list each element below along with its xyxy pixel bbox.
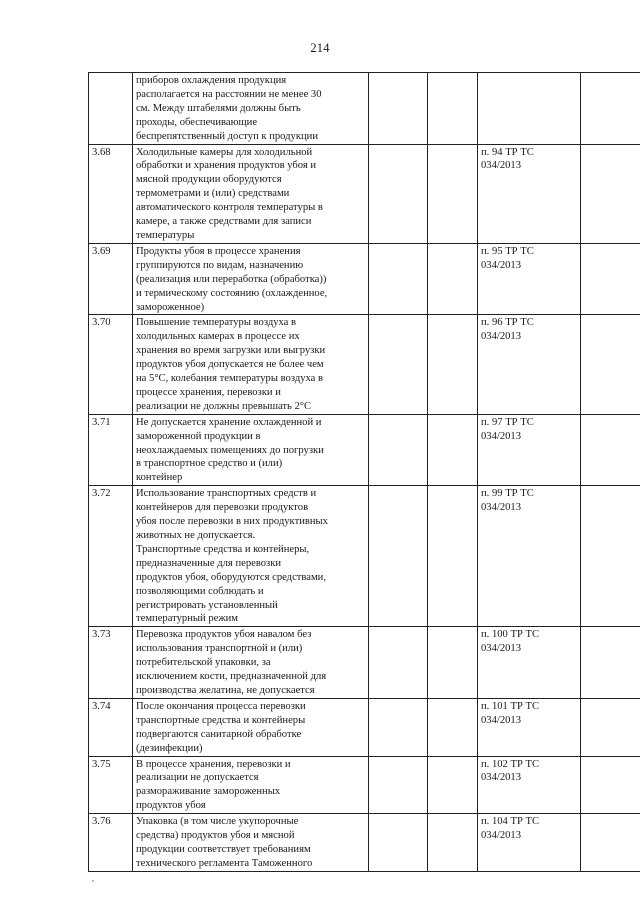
compliance-cell: [428, 756, 478, 814]
note-cell: [581, 73, 640, 145]
compliance-cell: [428, 627, 478, 699]
applicable-cell: [369, 814, 428, 872]
requirement-cell: приборов охлаждения продукция располагается на расстоянии не менее 30 см. Между штабелями должны быть проходы, обеспечивающие беспрепятственный доступ к продукции: [133, 73, 369, 145]
requirement-cell: Продукты убоя в процессе хранения группируются по видам, назначению (реализация или переработка (обработка)) и термическому состоянию (охлажденное, замороженное): [133, 243, 369, 315]
requirement-cell: Повышение температуры воздуха в холодильных камерах в процессе их хранения во время загрузки или выгрузки продуктов убоя допускается не более чем на 5°С, колебания температуры воздуха в процессе хранения, перевозки и реализации не должны превышать 2°С: [133, 315, 369, 414]
reference-cell: п. 95 ТР ТС 034/2013: [478, 243, 581, 315]
table-row: [89, 414, 640, 486]
note-cell: [581, 698, 640, 756]
note-cell: [581, 486, 640, 627]
applicable-cell: [369, 414, 428, 486]
row-number-cell: 3.68: [89, 144, 133, 243]
applicable-cell: [369, 756, 428, 814]
page-number: 214: [310, 41, 330, 55]
note-cell: [581, 814, 640, 872]
applicable-cell: [369, 698, 428, 756]
reference-cell: п. 104 ТР ТС 034/2013: [478, 814, 581, 872]
compliance-cell: [428, 414, 478, 486]
table-row: [89, 627, 640, 699]
requirement-cell: Не допускается хранение охлажденной и замороженной продукции в неохлаждаемых помещениях до погрузки в транспортное средство и (или) контейнер: [133, 414, 369, 486]
reference-cell: п. 101 ТР ТС 034/2013: [478, 698, 581, 756]
note-cell: [581, 414, 640, 486]
row-number-cell: 3.73: [89, 627, 133, 699]
compliance-cell: [428, 73, 478, 145]
table-row: [89, 315, 640, 414]
note-cell: [581, 756, 640, 814]
requirement-cell: Холодильные камеры для холодильной обработки и хранения продуктов убоя и мясной продукции оборудуются термометрами и (или) средствами автоматического контроля температуры в камере, а также средствами для записи температуры: [133, 144, 369, 243]
applicable-cell: [369, 144, 428, 243]
applicable-cell: [369, 73, 428, 145]
requirement-cell: Упаковка (в том числе укупорочные средства) продуктов убоя и мясной продукции соответствует требованиям технического регламента Таможенного: [133, 814, 369, 872]
requirement-cell: В процессе хранения, перевозки и реализации не допускается размораживание замороженных продуктов убоя: [133, 756, 369, 814]
reference-cell: п. 96 ТР ТС 034/2013: [478, 315, 581, 414]
requirements-table: [88, 72, 640, 872]
requirement-cell: После окончания процесса перевозки транспортные средства и контейнеры подвергаются санитарной обработке (дезинфекции): [133, 698, 369, 756]
compliance-cell: [428, 144, 478, 243]
note-cell: [581, 315, 640, 414]
table-row: [89, 814, 640, 872]
row-number-cell: 3.74: [89, 698, 133, 756]
table-row: [89, 73, 640, 145]
table-row: [89, 698, 640, 756]
note-cell: [581, 627, 640, 699]
table-row: [89, 243, 640, 315]
table-row: [89, 486, 640, 627]
table-row: [89, 144, 640, 243]
compliance-cell: [428, 315, 478, 414]
scan-speck: [92, 880, 94, 882]
compliance-cell: [428, 486, 478, 627]
row-number-cell: [89, 73, 133, 145]
row-number-cell: 3.70: [89, 315, 133, 414]
row-number-cell: 3.69: [89, 243, 133, 315]
reference-cell: п. 97 ТР ТС 034/2013: [478, 414, 581, 486]
reference-cell: п. 102 ТР ТС 034/2013: [478, 756, 581, 814]
requirement-cell: Перевозка продуктов убоя навалом без использования транспортной и (или) потребительской упаковки, за исключением кости, предназначенной для производства желатина, не допускается: [133, 627, 369, 699]
applicable-cell: [369, 243, 428, 315]
requirements-table-body: [89, 73, 640, 872]
note-cell: [581, 144, 640, 243]
row-number-cell: 3.76: [89, 814, 133, 872]
row-number-cell: 3.75: [89, 756, 133, 814]
applicable-cell: [369, 486, 428, 627]
note-cell: [581, 243, 640, 315]
compliance-cell: [428, 243, 478, 315]
applicable-cell: [369, 627, 428, 699]
row-number-cell: 3.72: [89, 486, 133, 627]
reference-cell: п. 100 ТР ТС 034/2013: [478, 627, 581, 699]
reference-cell: [478, 73, 581, 145]
compliance-cell: [428, 698, 478, 756]
reference-cell: п. 94 ТР ТС 034/2013: [478, 144, 581, 243]
table-row: [89, 756, 640, 814]
reference-cell: п. 99 ТР ТС 034/2013: [478, 486, 581, 627]
applicable-cell: [369, 315, 428, 414]
row-number-cell: 3.71: [89, 414, 133, 486]
compliance-cell: [428, 814, 478, 872]
requirement-cell: Использование транспортных средств и контейнеров для перевозки продуктов убоя после перевозки в них продуктивных животных не допускается. Транспортные средства и контейнеры, предназначенные для перевозки продуктов убоя, оборудуются средствами, позволяющими соблюдать и регистрировать установленный температурный режим: [133, 486, 369, 627]
